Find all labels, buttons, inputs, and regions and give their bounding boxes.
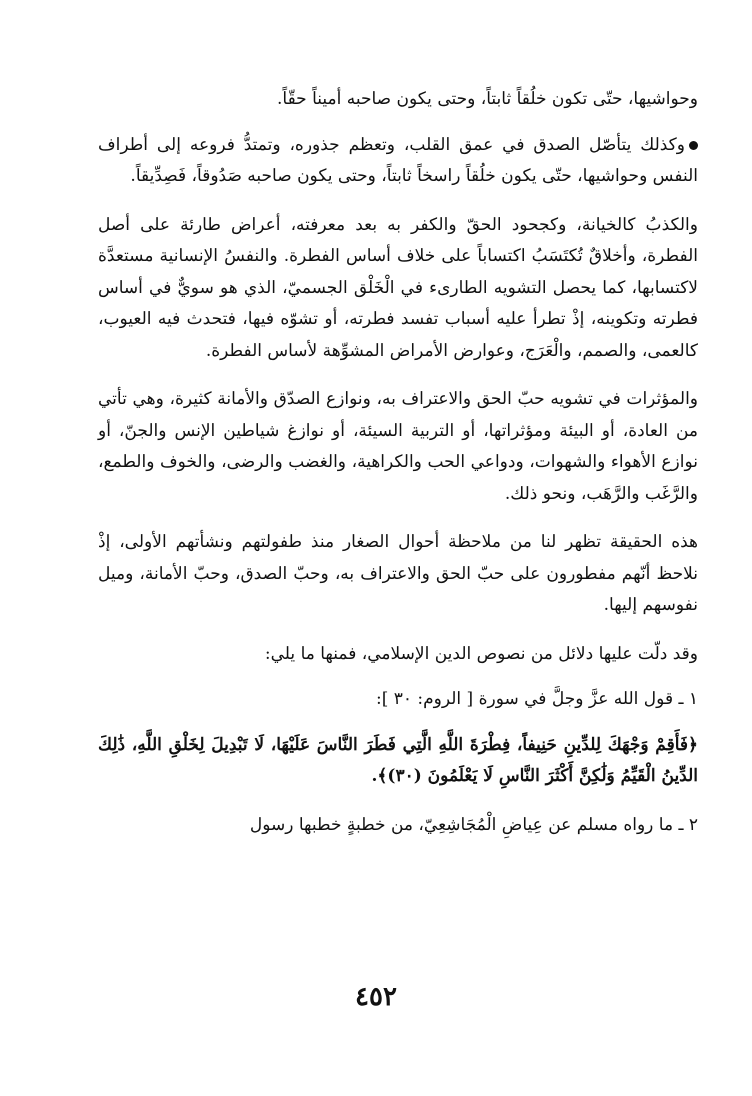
paragraph-text: وكذلك يتأصّل الصدق في عمق القلب، وتعظم جذوره، وتمتدُّ فروعه إلى أطراف النفس وحواشيها، حتّى يكون خلُقاً راسخاً ثابتاً، وحتى يكون صاحبه صَدُوقاً، فَصِدِّيقاً.: [98, 134, 698, 186]
page-body: [98, 84, 698, 858]
paragraph-children: [98, 527, 698, 622]
paragraph-continuation: [98, 84, 698, 116]
paragraph-text: والمؤثرات في تشويه حبّ الحق والاعتراف به، ونوازع الصدّق والأمانة كثيرة، وهي تأتي من العادة، أو البيئة ومؤثراتها، أو التربية السيئة، أو نوازغ شياطين الإنس والجنّ، أو نوازع الأهواء والشهوات، ودواعي الحب والكراهية، والغضب والرضى، والخوف والطمع، والرَّغَب والرَّهَب، ونحو ذلك.: [98, 389, 698, 504]
paragraph-evidence-intro: [98, 639, 698, 671]
paragraph-text: وقد دلّت عليها دلائل من نصوص الدين الإسلامي، فمنها ما يلي:: [264, 643, 698, 664]
paragraph-text: ٢ ـ ما رواه مسلم عن عِياضِ الْمُجَاشِعِيّ، من خطبةٍ خطبها رسول: [249, 814, 698, 835]
paragraph-text: هذه الحقيقة تظهر لنا من ملاحظة أحوال الصغار منذ طفولتهم ونشأتهم الأولى، إذْ نلاحظ أنّهم مفطورون على حبّ الحق والاعتراف به، وحبّ الصدق، وحبّ الأمانة، وميل نفوسهم إليها.: [98, 532, 698, 615]
bullet-icon: [689, 141, 698, 150]
paragraph-text: ١ ـ قول الله عزَّ وجلَّ في سورة [ الروم: ٣٠ ]:: [375, 689, 698, 709]
page-number: ٤٥٢: [355, 982, 397, 1012]
evidence-item-2-heading: [98, 810, 698, 842]
paragraph-lying: [98, 210, 698, 368]
paragraph-influences: [98, 384, 698, 510]
paragraph-text: والكذبُ كالخيانة، وكجحود الحقّ والكفر به بعد معرفته، أعراض طارئة على أصل الفطرة، وأخلاقٌ تُكتَسَبُ اكتساباً على خلاف أساس الفطرة. والنفسُ الإنسانية مستعدَّة لاكتسابها، كما يحصل التشويه الطارىء في الْخَلْق الجسميّ، الذي هو سويٌّ في أساس فطرته وتكوينه، إذْ تطرأ عليه أسباب تفسد فطرته، أو تشوّه فيها، فتحدث فيه العيوب، كالعمى، والصمم، والْعَرَج، وعوارض الأمراض المشوِّهة لأساس الفطرة.: [98, 214, 698, 361]
quran-verse: [98, 730, 698, 793]
evidence-item-1-heading: [98, 684, 698, 716]
paragraph-truthfulness: [98, 130, 698, 193]
paragraph-text: وحواشيها، حتّى تكون خلُقاً ثابتاً، وحتى يكون صاحبه أميناً حقّاً.: [276, 89, 698, 109]
paragraph-text: ﴿فَأَقِمْ وَجْهَكَ لِلدِّينِ حَنِيفاً، فِطْرَةَ اللَّهِ الَّتِي فَطَرَ النَّاسَ عَلَيْهَا، لَا تَبْدِيلَ لِخَلْقِ اللَّهِ، ذَٰلِكَ الدِّينُ الْقَيِّمُ وَلَٰكِنَّ أَكْثَرَ النَّاسِ لَا يَعْلَمُونَ (٣٠)﴾.: [98, 734, 698, 786]
